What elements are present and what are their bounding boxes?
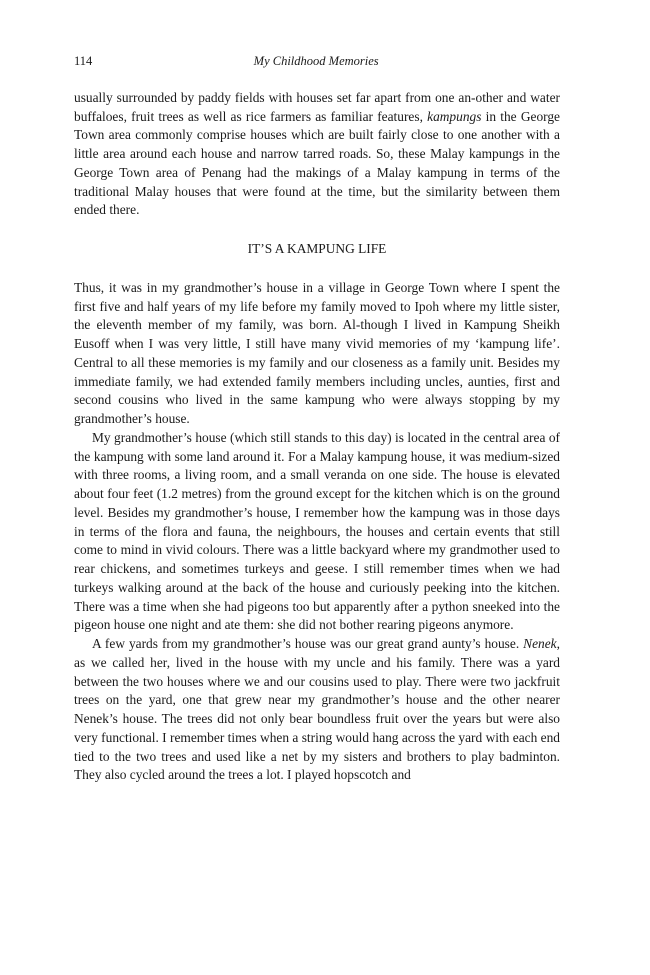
page-header — [74, 52, 560, 71]
page-number: 114 — [74, 54, 93, 68]
intro-italic-term: kampungs — [427, 108, 482, 124]
running-title: My Childhood Memories — [253, 54, 379, 68]
intro-text-1: usually surrounded by paddy fields with houses set far apart from one an-other and water buffaloes, fruit trees as well as rice farmers as familiar features, — [74, 89, 560, 124]
body-text — [74, 89, 560, 785]
paragraph-3-text-1: A few yards from my grandmother’s house was our great grand aunty’s house. — [92, 636, 524, 651]
intro-paragraph — [74, 89, 560, 220]
paragraph-3-italic-term: Nenek — [523, 636, 557, 651]
book-page — [74, 52, 560, 785]
paragraph-2: My grandmother’s house (which still stands to this day) is located in the central area of the kampung with some land around it. For a Malay kampung house, it was medium-sized with three rooms, a living room, and a small veranda on one side. The house is elevated about four feet (1.2 metres) from the ground except for the kitchen which is on the ground level. Besides my grandmother’s house, I remember how the kampung was in those days in terms of the flora and fauna, the neighbours, the houses and certain events that still come to mind in vivid colours. There was a little backyard where my grandmother used to rear chickens, and sometimes turkeys and geese. I still remember times when we had turkeys walking around at the back of the house and curiously peeking into the kitchen. There was a time when she had pigeons too but apparently after a python sneeked into the pigeon house one night and ate them: she did not bother rearing pigeons anymore. — [74, 429, 560, 633]
section-heading: IT’S A KAMPUNG LIFE — [247, 241, 387, 256]
paragraph-1: Thus, it was in my grandmother’s house in a village in George Town where I spent the first five and half years of my life before my family moved to Ipoh where my little sister, the eleventh member of my family, was born. Al-though I lived in Kampung Sheikh Eusoff when I was very little, I still have many vivid memories of my ‘kampung life’. Central to all these memories is my family and our closeness as a family unit. Besides my immediate family, we had extended family members including uncles, aunties, first and second cousins who lived in the same kampung who were always stopping by my grandmother’s house. — [74, 279, 560, 426]
paragraph-3-text-2: , as we called her, lived in the house with my uncle and his family. There was a yard between the two houses where we and our cousins used to play. There were two jackfruit trees on the yard, one that grew near my grandmother’s house and the other nearer Nenek’s house. The trees did not only bear boundless fruit over the years but were also very functional. I remember times when a string would hang across the yard with each end tied to the two trees and used like a net by my sisters and brothers to play badminton. They also cycled around the trees a lot. I played hopscotch and — [74, 636, 560, 783]
intro-text-2: in the George Town area commonly comprise houses which are built fairly close to one another with a little area around each house and narrow tarred roads. So, these Malay kampungs in the George Town area of Penang had the makings of a Malay kampung in terms of the traditional Malay houses that were found at the time, but the similarity between them ended there. — [74, 108, 560, 218]
paragraph-3 — [74, 635, 560, 785]
